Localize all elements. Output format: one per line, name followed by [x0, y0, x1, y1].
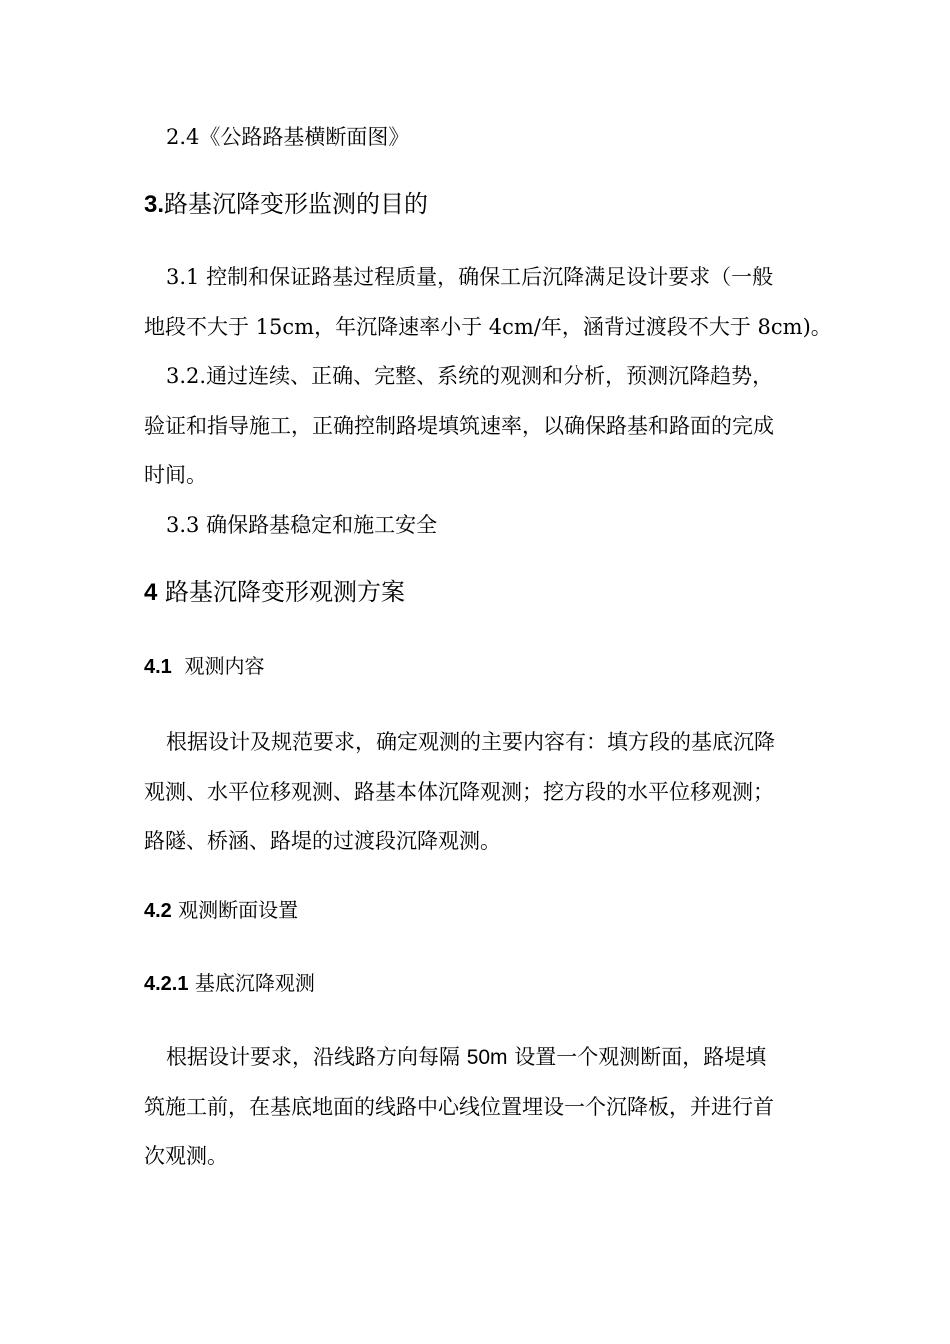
section-3-number: 3.	[144, 191, 165, 218]
paragraph-3-2-line-2: 验证和指导施工，正确控制路堤填筑速率，以确保路基和路面的完成	[144, 414, 774, 438]
section-4-1-title: 观测内容	[171, 654, 265, 678]
paragraph-4-1-line-1: 根据设计及规范要求，确定观测的主要内容有：填方段的基底沉降	[166, 730, 775, 754]
section-4-1-heading	[144, 656, 265, 677]
paragraph-4-2-1-line-1	[166, 1047, 766, 1068]
paragraph-3-1-line-2: 地段不大于 15cm，年沉降速率小于 4cm/年，涵背过渡段不大于 8cm)。	[144, 315, 832, 339]
section-4-heading	[144, 580, 405, 605]
paragraph-3-2-line-3: 时间。	[144, 463, 207, 487]
section-4-2-1-number: 4.2.1	[144, 973, 189, 995]
section-4-2-number: 4.2	[144, 900, 172, 922]
section-4-1-number: 4.1	[144, 656, 172, 678]
paragraph-4-2-1-line-2: 筑施工前，在基底地面的线路中心线位置埋设一个沉降板，并进行首	[144, 1095, 774, 1119]
section-4-title: 路基沉降变形观测方案	[157, 578, 405, 606]
section-4-number: 4	[144, 579, 158, 606]
section-3-heading	[144, 192, 428, 217]
paragraph-3-1-line-1: 3.1 控制和保证路基过程质量，确保工后沉降满足设计要求（一般	[166, 265, 774, 289]
section-4-2-heading	[144, 900, 298, 921]
paragraph-4-2-1-line-1-start: 根据设计要求，沿线路方向每隔	[166, 1045, 467, 1069]
paragraph-3-2-line-1: 3.2.通过连续、正确、完整、系统的观测和分析，预测沉降趋势，	[166, 364, 774, 388]
section-4-2-1-heading	[144, 973, 315, 994]
paragraph-4-2-1-line-3: 次观测。	[144, 1144, 228, 1168]
section-3-title: 路基沉降变形监测的目的	[164, 190, 429, 218]
paragraph-4-1-line-3: 路隧、桥涵、路堤的过渡段沉降观测。	[144, 829, 501, 853]
paragraph-3-3: 3.3 确保路基稳定和施工安全	[166, 513, 438, 537]
section-2-4-item: 2.4《公路路基横断面图》	[166, 125, 410, 149]
paragraph-4-1-line-2: 观测、水平位移观测、路基本体沉降观测；挖方段的水平位移观测；	[144, 780, 774, 804]
interval-value: 50m	[466, 1046, 508, 1069]
section-4-2-title: 观测断面设置	[171, 898, 299, 922]
section-4-2-1-title: 基底沉降观测	[188, 971, 315, 995]
paragraph-4-2-1-line-1-end: 设置一个观测断面，路堤填	[507, 1045, 767, 1069]
